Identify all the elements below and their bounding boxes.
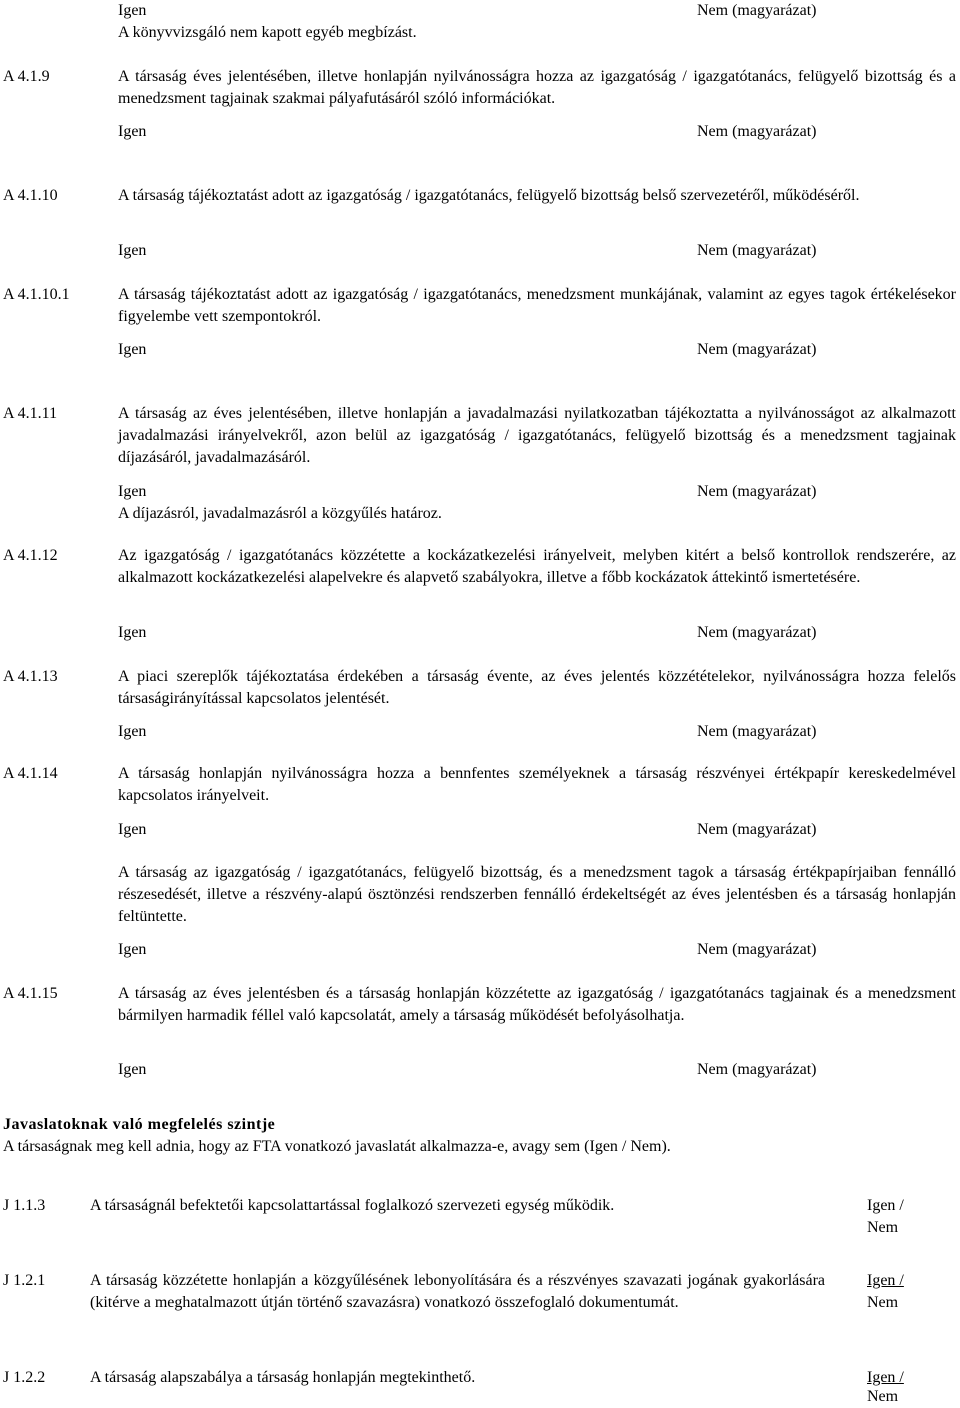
option-igen: Igen (118, 242, 147, 259)
option-igen: Igen (118, 483, 147, 500)
option-igen: Igen (118, 123, 147, 140)
item-code: A 4.1.12 (3, 547, 58, 564)
option-igen: Igen (118, 821, 147, 838)
answer-nem: Nem (867, 1294, 899, 1311)
option-nem: Nem (magyarázat) (697, 483, 817, 500)
option-nem: Nem (magyarázat) (697, 341, 817, 358)
item-code: A 4.1.14 (3, 765, 58, 782)
item-text: A társaság az éves jelentésében, illetve honlapján a javadalmazási nyilatkozatban tájékoztatta a nyilvánosságot az alkalmazott javadalmazási irányelvekről, azon belül az igazgatóság / igazgatótanács, felügyelő bizottság és a menedzsment tagjainak díjazásáról, javadalmazásáról. (118, 405, 956, 466)
answer-nem: Nem (867, 1388, 899, 1405)
item-code: A 4.1.11 (3, 405, 58, 422)
item-text: A társaság az igazgatóság / igazgatótanács, felügyelő bizottság, és a menedzsment tagok a társaság értékpapírjaiban fennálló részesedését, illetve a részvény-alapú ösztönzési rendszerben fennálló érdekeltségét az éves jelentésben és a társaság honlapján feltüntette. (118, 864, 956, 925)
option-nem: Nem (magyarázat) (697, 1061, 817, 1078)
option-nem: Nem (magyarázat) (697, 624, 817, 641)
recommendation-code: J 1.1.3 (3, 1197, 46, 1214)
section-text: A társaságnak meg kell adnia, hogy az FTA vonatkozó javaslatát alkalmazza-e, avagy sem (Igen / Nem). (3, 1138, 671, 1155)
item-text: Az igazgatóság / igazgatótanács közzétette a kockázatkezelési irányelveit, melyben kitért a belső kontrollok rendszerére, az alkalmazott kockázatkezelési alapelvekre és alapvető szabályokra, illetve a főbb kockázatok áttekintő ismertetésére. (118, 547, 956, 586)
item-text: A társaság éves jelentésében, illetve honlapján nyilvánosságra hozza az igazgatóság / igazgatótanács, felügyelő bizottság és a menedzsment tagjainak szakmai pályafutásáról szóló információkat. (118, 68, 956, 107)
item-text: A társaság az éves jelentésben és a társaság honlapján közzétette az igazgatóság / igazgatótanács tagjainak és a menedzsment bármilyen harmadik féllel való kapcsolatát, amely a társaság működését befolyásolhatja. (118, 985, 956, 1024)
recommendation-text: A társaság közzétette honlapján a közgyűlésének lebonyolítására és a részvényes szavazati jogának gyakorlására (kitérve a meghatalmazott útján történő szavazásra) vonatkozó összefoglaló dokumentumát. (90, 1272, 825, 1311)
item-code: A 4.1.9 (3, 68, 50, 85)
item-text: A társaság tájékoztatást adott az igazgatóság / igazgatótanács, felügyelő bizottság belső szervezetéről, működéséről. (118, 187, 860, 204)
item-code: A 4.1.15 (3, 985, 58, 1002)
item-note: A díjazásról, javadalmazásról a közgyűlés határoz. (118, 505, 442, 522)
option-nem: Nem (magyarázat) (697, 821, 817, 838)
answer-igen: Igen / (867, 1197, 904, 1214)
item-text: A társaság tájékoztatást adott az igazgatóság / igazgatótanács, menedzsment munkájának, valamint az egyes tagok értékelésekor figyelembe vett szempontokról. (118, 286, 956, 325)
recommendation-text: A társaságnál befektetői kapcsolattartással foglalkozó szervezeti egység működik. (90, 1197, 615, 1214)
item-text: A piaci szereplők tájékoztatása érdekében a társaság évente, az éves jelentés közzétételekor, nyilvánosságra hozza felelős társaságirányítással kapcsolatos jelentését. (118, 668, 956, 707)
recommendation-text: A társaság alapszabálya a társaság honlapján megtekinthető. (90, 1369, 476, 1386)
option-nem: Nem (magyarázat) (697, 941, 817, 958)
option-nem: Nem (magyarázat) (697, 123, 817, 140)
answer-igen: Igen / (867, 1272, 904, 1289)
option-nem: Nem (magyarázat) (697, 242, 817, 259)
option-igen: Igen (118, 1061, 147, 1078)
recommendation-code: J 1.2.2 (3, 1369, 46, 1386)
option-igen: Igen (118, 723, 147, 740)
recommendation-code: J 1.2.1 (3, 1272, 46, 1289)
note-text: A könyvvizsgáló nem kapott egyéb megbízást. (118, 24, 417, 41)
option-igen: Igen (118, 624, 147, 641)
option-igen: Igen (118, 941, 147, 958)
section-title: Javaslatoknak való megfelelés szintje (3, 1116, 276, 1133)
item-code: A 4.1.10 (3, 187, 58, 204)
answer-igen: Igen / (867, 1369, 904, 1386)
item-code: A 4.1.10.1 (3, 286, 70, 303)
item-code: A 4.1.13 (3, 668, 58, 685)
option-nem: Nem (magyarázat) (697, 723, 817, 740)
option-igen: Igen (118, 341, 147, 358)
option-igen: Igen (118, 2, 147, 19)
option-nem: Nem (magyarázat) (697, 2, 817, 19)
answer-nem: Nem (867, 1219, 899, 1236)
item-text: A társaság honlapján nyilvánosságra hozza a bennfentes személyeknek a társaság részvényei értékpapír kereskedelmével kapcsolatos irányelveit. (118, 765, 956, 804)
